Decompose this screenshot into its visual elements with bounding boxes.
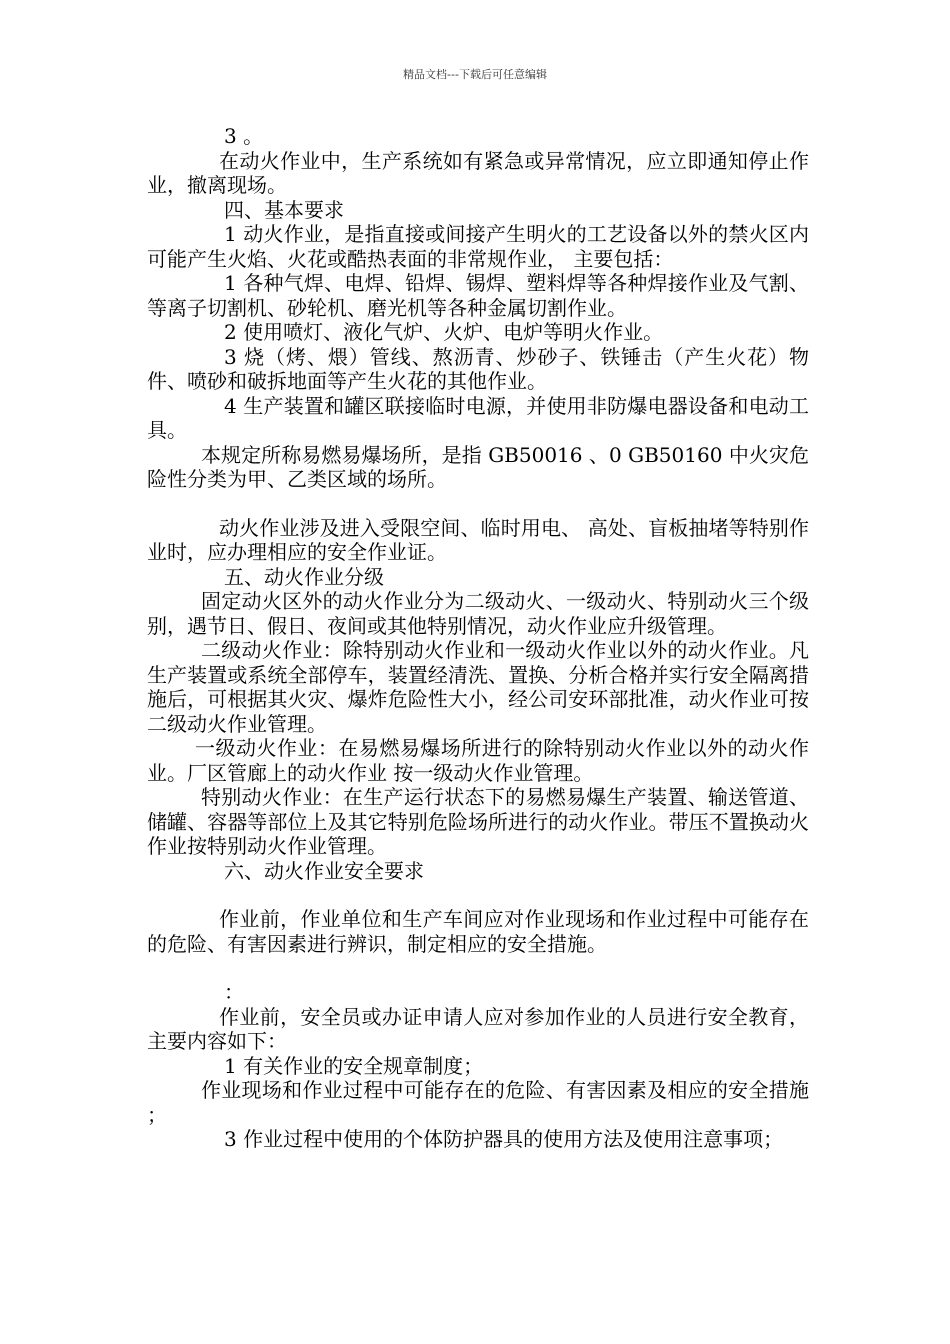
- paragraph: 1 动火作业，是指直接或间接产生明火的工艺设备以外的禁火区内可能产生火焰、火花或酷热表面的非常规作业， 主要包括：: [147, 222, 809, 271]
- paragraph: 动火作业涉及进入受限空间、临时用电、 高处、盲板抽堵等特别作业时，应办理相应的安全作业证。: [147, 515, 809, 564]
- paragraph: 一级动火作业：在易燃易爆场所进行的除特别动火作业以外的动火作业。厂区管廊上的动火作业 按一级动火作业管理。: [147, 736, 809, 785]
- list-item: 1 有关作业的安全规章制度；: [224, 1053, 484, 1078]
- page-header: 精品文档---下载后可任意编辑: [403, 68, 547, 81]
- document-body: [147, 124, 809, 1152]
- list-item: 3 作业过程中使用的个体防护器具的使用方法及使用注意事项；: [224, 1127, 784, 1151]
- list-item: 2 使用喷灯、液化气炉、火炉、电炉等明火作业。: [224, 320, 664, 344]
- paragraph: 本规定所称易燃易爆场所，是指 GB50016 、0 GB50160 中火灾危险性分类为甲、乙类区域的场所。: [147, 442, 809, 491]
- section-heading: 四、基本要求: [224, 197, 344, 222]
- paragraph: 在动火作业中，生产系统如有紧急或异常情况，应立即通知停止作业，撤离现场。: [147, 148, 809, 197]
- list-item: 3 烧（烤、煨）管线、熬沥青、炒砂子、铁锤击（产生火花）物件、喷砂和破拆地面等产生火花的其他作业。: [147, 344, 809, 393]
- paragraph: 3 。: [224, 124, 264, 148]
- section-heading: 六、动火作业安全要求: [224, 858, 424, 883]
- paragraph: ：: [224, 980, 244, 1004]
- paragraph: 二级动火作业：除特别动火作业和一级动火作业以外的动火作业。凡生产装置或系统全部停车，装置经清洗、置换、分析合格并实行安全隔离措施后，可根据其火灾、爆炸危险性大小，经公司安环部批准，动火作业可按二级动火作业管理。: [147, 638, 809, 736]
- paragraph: 作业前，安全员或办证申请人应对参加作业的人员进行安全教育，主要内容如下：: [147, 1004, 809, 1053]
- list-item: 1 各种气焊、电焊、铅焊、锡焊、塑料焊等各种焊接作业及气割、等离子切割机、砂轮机、磨光机等各种金属切割作业。: [147, 271, 809, 320]
- paragraph: 特别动火作业：在生产运行状态下的易燃易爆生产装置、输送管道、储罐、容器等部位上及其它特别危险场所进行的动火作业。带压不置换动火作业按特别动火作业管理。: [147, 785, 809, 858]
- paragraph: 作业前，作业单位和生产车间应对作业现场和作业过程中可能存在的危险、有害因素进行辨识，制定相应的安全措施。: [147, 907, 809, 956]
- list-item: 4 生产装置和罐区联接临时电源，并使用非防爆电器设备和电动工具。: [147, 393, 809, 442]
- paragraph: 固定动火区外的动火作业分为二级动火、一级动火、特别动火三个级别，遇节日、假日、夜间或其他特别情况，动火作业应升级管理。: [147, 589, 809, 638]
- list-item: 作业现场和作业过程中可能存在的危险、有害因素及相应的安全措施 ；: [147, 1078, 809, 1127]
- section-heading: 五、动火作业分级: [224, 564, 384, 589]
